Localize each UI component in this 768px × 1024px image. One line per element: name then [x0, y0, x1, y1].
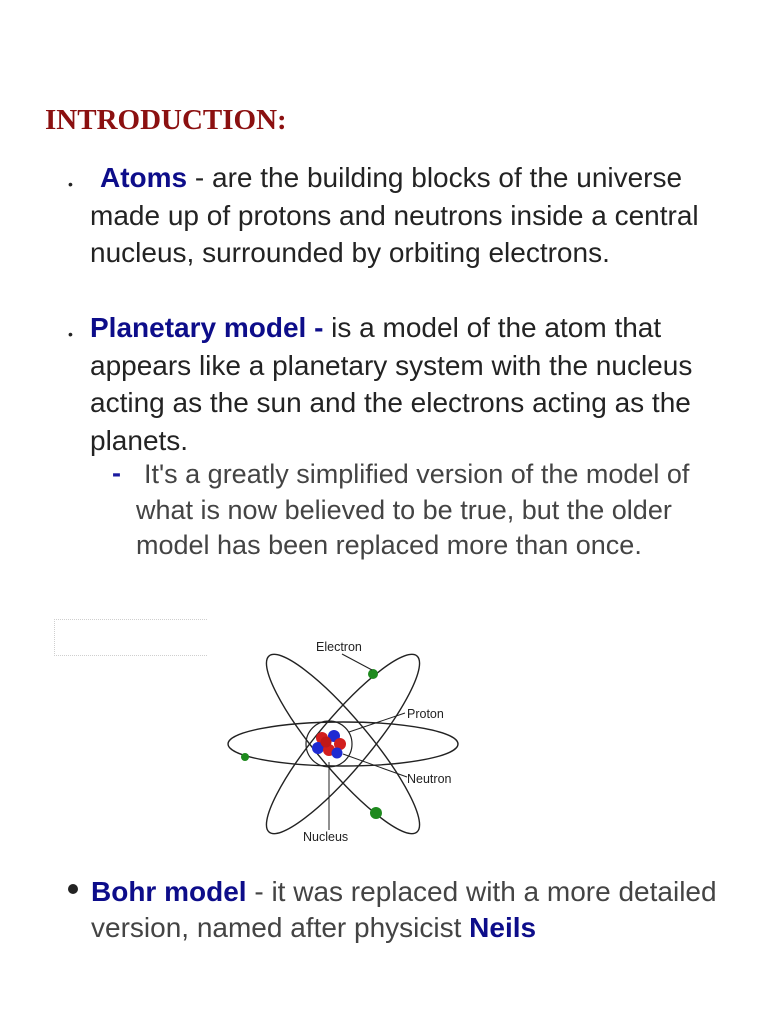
neutron-particle	[332, 748, 343, 759]
proton-particle	[321, 737, 332, 748]
sub-bullet-text: It's a greatly simplified version of the model of what is now believed to be true, but the older model has been replaced more than once.	[136, 459, 690, 560]
bullet-marker: •	[68, 326, 73, 342]
nucleus-label: Nucleus	[303, 830, 349, 844]
proton-label: Proton	[407, 707, 444, 721]
neutron-label: Neutron	[407, 772, 452, 786]
planetary-model-term: Planetary model -	[90, 312, 324, 343]
bohr-model-definition	[91, 874, 731, 946]
planetary-model-definition	[90, 309, 730, 459]
electron-label: Electron	[316, 640, 362, 654]
planetary-model-text: is a model of the atom that appears like a planetary system with the nucleus acting as the sun and the electrons acting as the planets.	[90, 312, 693, 456]
electron-dot	[368, 669, 378, 679]
sub-bullet-marker: -	[112, 458, 121, 488]
image-placeholder	[54, 619, 207, 656]
atom-diagram	[225, 632, 475, 847]
bohr-model-term: Bohr model	[91, 876, 247, 907]
atoms-term: Atoms	[100, 162, 188, 193]
bohr-model-text: - it was replaced with a more detailed version, named after physicist	[91, 876, 717, 943]
physicist-name: Neils	[469, 912, 537, 943]
page-heading: INTRODUCTION:	[45, 104, 287, 136]
atoms-definition	[90, 159, 730, 272]
bullet-marker	[68, 884, 78, 894]
atoms-text: - are the building blocks of the universe made up of protons and neutrons inside a central nucleus, surrounded by orbiting electrons.	[90, 162, 699, 268]
electron-dot	[241, 753, 249, 761]
bullet-marker: •	[68, 176, 73, 192]
electron-dot	[370, 807, 382, 819]
